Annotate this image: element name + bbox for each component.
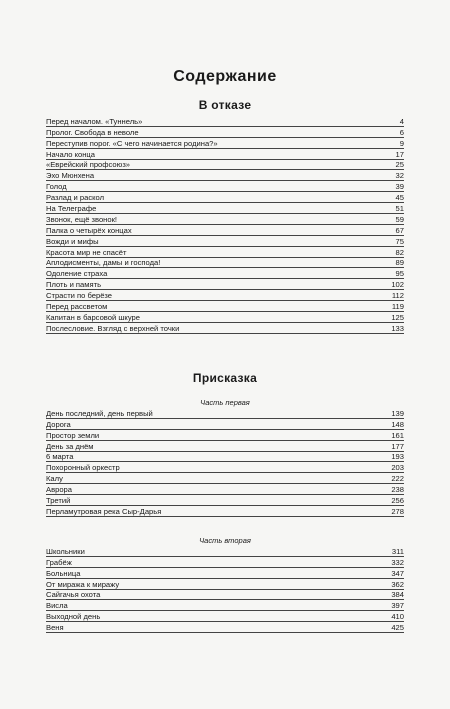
toc-entry xyxy=(46,473,404,484)
toc-entry xyxy=(46,506,404,517)
toc-entry-title: Начало конца xyxy=(46,149,95,159)
toc-entry-page: 119 xyxy=(391,302,404,312)
toc-entry-title: Больница xyxy=(46,568,81,578)
toc-entry-page: 410 xyxy=(391,612,404,622)
toc-entry-title: Вожди и мифы xyxy=(46,236,99,246)
toc-entry-title: День последний, день первый xyxy=(46,408,153,418)
toc-entry-title: На Телеграфе xyxy=(46,204,97,214)
toc-entry-page: 25 xyxy=(395,160,404,170)
toc-entry xyxy=(46,203,404,214)
toc-entry-title: Простор земли xyxy=(46,430,100,440)
toc-entry xyxy=(46,495,404,506)
toc-entry xyxy=(46,323,404,334)
toc-entry-title: Аврора xyxy=(46,485,72,495)
toc-entry xyxy=(46,462,404,473)
toc-entry-page: 311 xyxy=(391,546,404,556)
toc-entry-page: 193 xyxy=(391,452,404,462)
toc-entry-page: 89 xyxy=(395,258,404,268)
toc-entry-page: 278 xyxy=(391,506,404,516)
toc-entry-title: Одоление страха xyxy=(46,269,108,279)
toc-entry xyxy=(46,247,404,258)
toc-entry-page: 125 xyxy=(391,312,404,322)
toc-entry xyxy=(46,452,404,463)
section-heading-priskazka: Присказка xyxy=(192,371,258,385)
toc-entry-page: 45 xyxy=(395,193,404,203)
toc-entry-title: От миража к миражу xyxy=(46,579,120,589)
section-heading-v-otkaze: В отказе xyxy=(198,98,252,112)
toc-entry-page: 67 xyxy=(395,225,404,235)
toc-entry xyxy=(46,160,404,171)
toc-list-part-one xyxy=(46,408,404,517)
toc-entry-title: «Еврейский профсоюз» xyxy=(46,160,131,170)
toc-entry-page: 347 xyxy=(391,568,404,578)
toc-entry-title: Звонок, ещё звонок! xyxy=(46,214,118,224)
toc-entry-page: 102 xyxy=(391,280,404,290)
toc-entry xyxy=(46,568,404,579)
toc-entry-title: Школьники xyxy=(46,546,85,556)
toc-entry xyxy=(46,546,404,557)
toc-entry-page: 95 xyxy=(395,269,404,279)
toc-entry-page: 177 xyxy=(391,441,404,451)
toc-entry-page: 397 xyxy=(391,601,404,611)
toc-entry-title: Веня xyxy=(46,623,64,633)
toc-entry-title: Калу xyxy=(46,474,63,484)
toc-entry-title: Похоронный оркестр xyxy=(46,463,120,473)
toc-entry-page: 75 xyxy=(395,236,404,246)
toc-entry-page: 148 xyxy=(391,419,404,429)
toc-entry-title: Красота мир не спасёт xyxy=(46,247,127,257)
toc-entry-title: Аплодисменты, дамы и господа! xyxy=(46,258,161,268)
part-label-first: Часть первая xyxy=(200,398,250,407)
toc-entry-page: 112 xyxy=(391,291,404,301)
toc-list-v-otkaze xyxy=(46,116,404,334)
toc-entry-title: Висла xyxy=(46,601,68,611)
toc-entry-page: 332 xyxy=(391,557,404,567)
toc-entry-page: 39 xyxy=(395,182,404,192)
toc-entry-page: 362 xyxy=(391,579,404,589)
toc-entry-page: 133 xyxy=(391,323,404,333)
toc-entry xyxy=(46,127,404,138)
toc-entry-page: 51 xyxy=(395,204,404,214)
toc-entry-title: Выходной день xyxy=(46,612,101,622)
toc-entry xyxy=(46,181,404,192)
toc-entry-page: 6 xyxy=(399,127,404,137)
toc-entry xyxy=(46,408,404,419)
toc-entry-page: 139 xyxy=(391,408,404,418)
toc-entry-page: 17 xyxy=(395,149,404,159)
toc-entry xyxy=(46,214,404,225)
toc-entry-title: 6 марта xyxy=(46,452,74,462)
toc-entry xyxy=(46,600,404,611)
toc-entry xyxy=(46,268,404,279)
toc-entry-page: 203 xyxy=(391,463,404,473)
page-title: Содержание xyxy=(173,68,277,85)
toc-entry xyxy=(46,138,404,149)
toc-entry-page: 256 xyxy=(391,496,404,506)
toc-entry-title: Палка о четырёх концах xyxy=(46,225,132,235)
toc-entry-page: 384 xyxy=(391,590,404,600)
toc-entry xyxy=(46,225,404,236)
toc-entry-title: Пролог. Свобода в неволе xyxy=(46,127,139,137)
toc-entry xyxy=(46,590,404,601)
toc-entry-title: Третий xyxy=(46,496,71,506)
toc-entry-title: Перед рассветом xyxy=(46,302,108,312)
toc-entry-title: Грабёж xyxy=(46,557,72,567)
toc-entry-page: 161 xyxy=(391,430,404,440)
toc-entry-title: День за днём xyxy=(46,441,94,451)
toc-entry xyxy=(46,484,404,495)
toc-entry-page: 4 xyxy=(399,116,404,126)
toc-entry xyxy=(46,149,404,160)
toc-entry xyxy=(46,192,404,203)
toc-entry xyxy=(46,301,404,312)
toc-entry xyxy=(46,441,404,452)
toc-entry-title: Послесловие. Взгляд с верхней точки xyxy=(46,323,180,333)
toc-entry-page: 222 xyxy=(391,474,404,484)
toc-entry-page: 82 xyxy=(395,247,404,257)
toc-entry xyxy=(46,290,404,301)
toc-entry xyxy=(46,312,404,323)
toc-entry-title: Голод xyxy=(46,182,67,192)
toc-entry-page: 32 xyxy=(395,171,404,181)
toc-entry-title: Дорога xyxy=(46,419,71,429)
toc-entry xyxy=(46,611,404,622)
toc-entry-title: Эхо Мюнхена xyxy=(46,171,95,181)
toc-entry-page: 425 xyxy=(391,623,404,633)
toc-entry-title: Перед началом. «Туннель» xyxy=(46,116,143,126)
toc-entry xyxy=(46,557,404,568)
toc-entry xyxy=(46,622,404,633)
toc-entry xyxy=(46,279,404,290)
toc-entry xyxy=(46,579,404,590)
toc-entry xyxy=(46,430,404,441)
toc-entry-title: Плоть и память xyxy=(46,280,102,290)
part-label-second: Часть вторая xyxy=(199,536,251,545)
toc-entry-page: 59 xyxy=(395,214,404,224)
toc-entry xyxy=(46,170,404,181)
toc-entry xyxy=(46,258,404,269)
toc-list-part-two xyxy=(46,546,404,633)
toc-entry-title: Страсти по берёзе xyxy=(46,291,113,301)
toc-entry-title: Перламутровая река Сыр-Дарья xyxy=(46,506,162,516)
toc-entry-title: Переступив порог. «С чего начинается родина?» xyxy=(46,138,218,148)
toc-entry-title: Капитан в барсовой шкуре xyxy=(46,312,140,322)
toc-entry xyxy=(46,116,404,127)
toc-entry-page: 238 xyxy=(391,485,404,495)
toc-entry xyxy=(46,419,404,430)
toc-entry-title: Сайгачья охота xyxy=(46,590,101,600)
toc-entry-title: Разлад и раскол xyxy=(46,193,105,203)
toc-entry-page: 9 xyxy=(399,138,404,148)
toc-entry xyxy=(46,236,404,247)
